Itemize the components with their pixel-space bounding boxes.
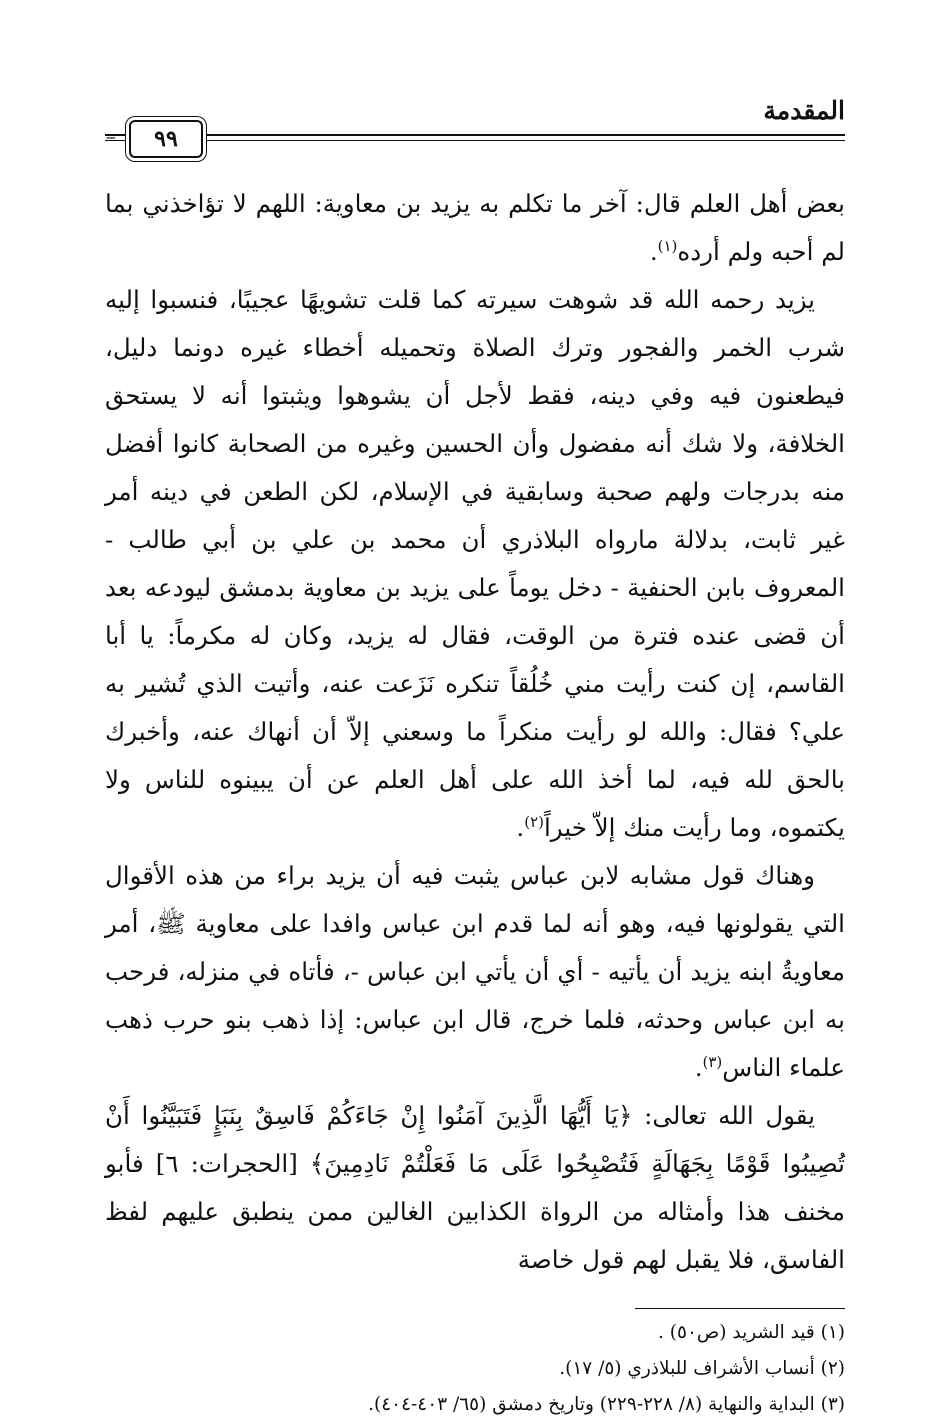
paragraph-1-text: بعض أهل العلم قال: آخر ما تكلم به يزيد بن معاوية: اللهم لا تؤاخذني بما لم أحبه ولم أرده <box>105 189 845 266</box>
page-number: ٩٩ <box>129 120 203 158</box>
header-rule <box>105 134 845 142</box>
page-header <box>105 90 845 162</box>
footnote-separator <box>635 1308 845 1309</box>
paragraph-3-end: . <box>694 1053 703 1082</box>
quran-verse: ﴿يَا أَيُّهَا الَّذِينَ آمَنُوا إِنْ جَاءَكُمْ فَاسِقٌ بِنَبَإٍ فَتَبَيَّنُوا أَنْ تُصِيبُوا قَوْمًا بِجَهَالَةٍ فَتُصْبِحُوا عَلَى مَا فَعَلْتُمْ نَادِمِينَ﴾ <box>105 1101 845 1178</box>
chapter-title: المقدمة <box>763 96 845 125</box>
footnote-3: (٣) البداية والنهاية (٨/ ٢٢٨-٢٢٩) وتاريخ دمشق (٦٥/ ٤٠٣-٤٠٤). <box>368 1394 845 1415</box>
body-text <box>105 180 845 1284</box>
paragraph-4-text: فأبو مخنف هذا وأمثاله من الرواة الكذابين الغالين ممن ينطبق عليهم لفظ الفاسق، فلا يقبل لهم قول خاصة <box>105 1149 845 1274</box>
paragraph-2-text: يزيد رحمه الله قد شوهت سيرته كما قلت تشويهًا عجيبًا، فنسبوا إليه شرب الخمر والفجور وترك الصلاة وتحميله أخطاء غيره دونما دليل، فيطعنون فيه وفي دينه، فقط لأجل أن يشوهوا ويثبتوا أنه لا يستحق الخلافة، ولا شك أنه مفضول وأن الحسين وغيره من الصحابة كانوا أفضل منه بدرجات ولهم صحبة وسابقية في الإسلام، لكن الطعن في دينه أمر غير ثابت، بدلالة مارواه البلاذري أن محمد بن علي بن أبي طالب - المعروف بابن الحنفية - دخل يوماً على يزيد بن معاوية بدمشق ليودعه بعد أن قضى عنده فترة من الوقت، فقال له يزيد، وكان له مكرماً: يا أبا القاسم، إن كنت رأيت مني خُلُقاً تنكره نَزَعت عنه، وأتيت الذي تُشير به علي؟ فقال: والله لو رأيت منكراً ما وسعني إلاّ أن أنهاك عنه، وأخبرك بالحق لله فيه، لما أخذ الله على أهل العلم عن أن يبينوه للناس ولا يكتموه، وما رأيت منك إلاّ خيراً <box>105 285 845 842</box>
paragraph-4 <box>105 1092 845 1284</box>
footnotes <box>105 1315 845 1423</box>
footnote-2: (٢) أنساب الأشراف للبلاذري (٥/ ١٧). <box>559 1358 845 1379</box>
paragraph-1-end: . <box>649 237 658 266</box>
header-rule-end-mark: = <box>105 129 117 145</box>
paragraph-4-intro: يقول الله تعالى: <box>632 1101 816 1130</box>
header-rule-thick-line <box>105 134 845 136</box>
paragraph-1 <box>105 180 845 276</box>
footnote-ref-3: (٣) <box>702 1052 723 1071</box>
paragraph-2 <box>105 276 845 852</box>
book-page <box>105 90 845 1415</box>
footnote-ref-1: (١) <box>657 236 678 255</box>
paragraph-3 <box>105 852 845 1092</box>
verse-citation: [الحجرات: ٦] <box>143 1149 310 1178</box>
paragraph-2-end: . <box>516 813 525 842</box>
footnote-1: (١) قيد الشريد (ص٥٠) . <box>658 1322 845 1343</box>
header-rule-thin-line <box>105 140 845 141</box>
paragraph-3-text: وهناك قول مشابه لابن عباس يثبت فيه أن يزيد براء من هذه الأقوال التي يقولونها فيه، وهو أنه لما قدم ابن عباس وافدا على معاوية ﷺ، أمر معاويةُ ابنه يزيد أن يأتيه - أي أن يأتي ابن عباس -، فأتاه في منزله، فرحب به ابن عباس وحدثه، فلما خرج، قال ابن عباس: إذا ذهب بنو حرب ذهب علماء الناس <box>105 861 845 1082</box>
footnote-ref-2: (٢) <box>524 812 544 831</box>
